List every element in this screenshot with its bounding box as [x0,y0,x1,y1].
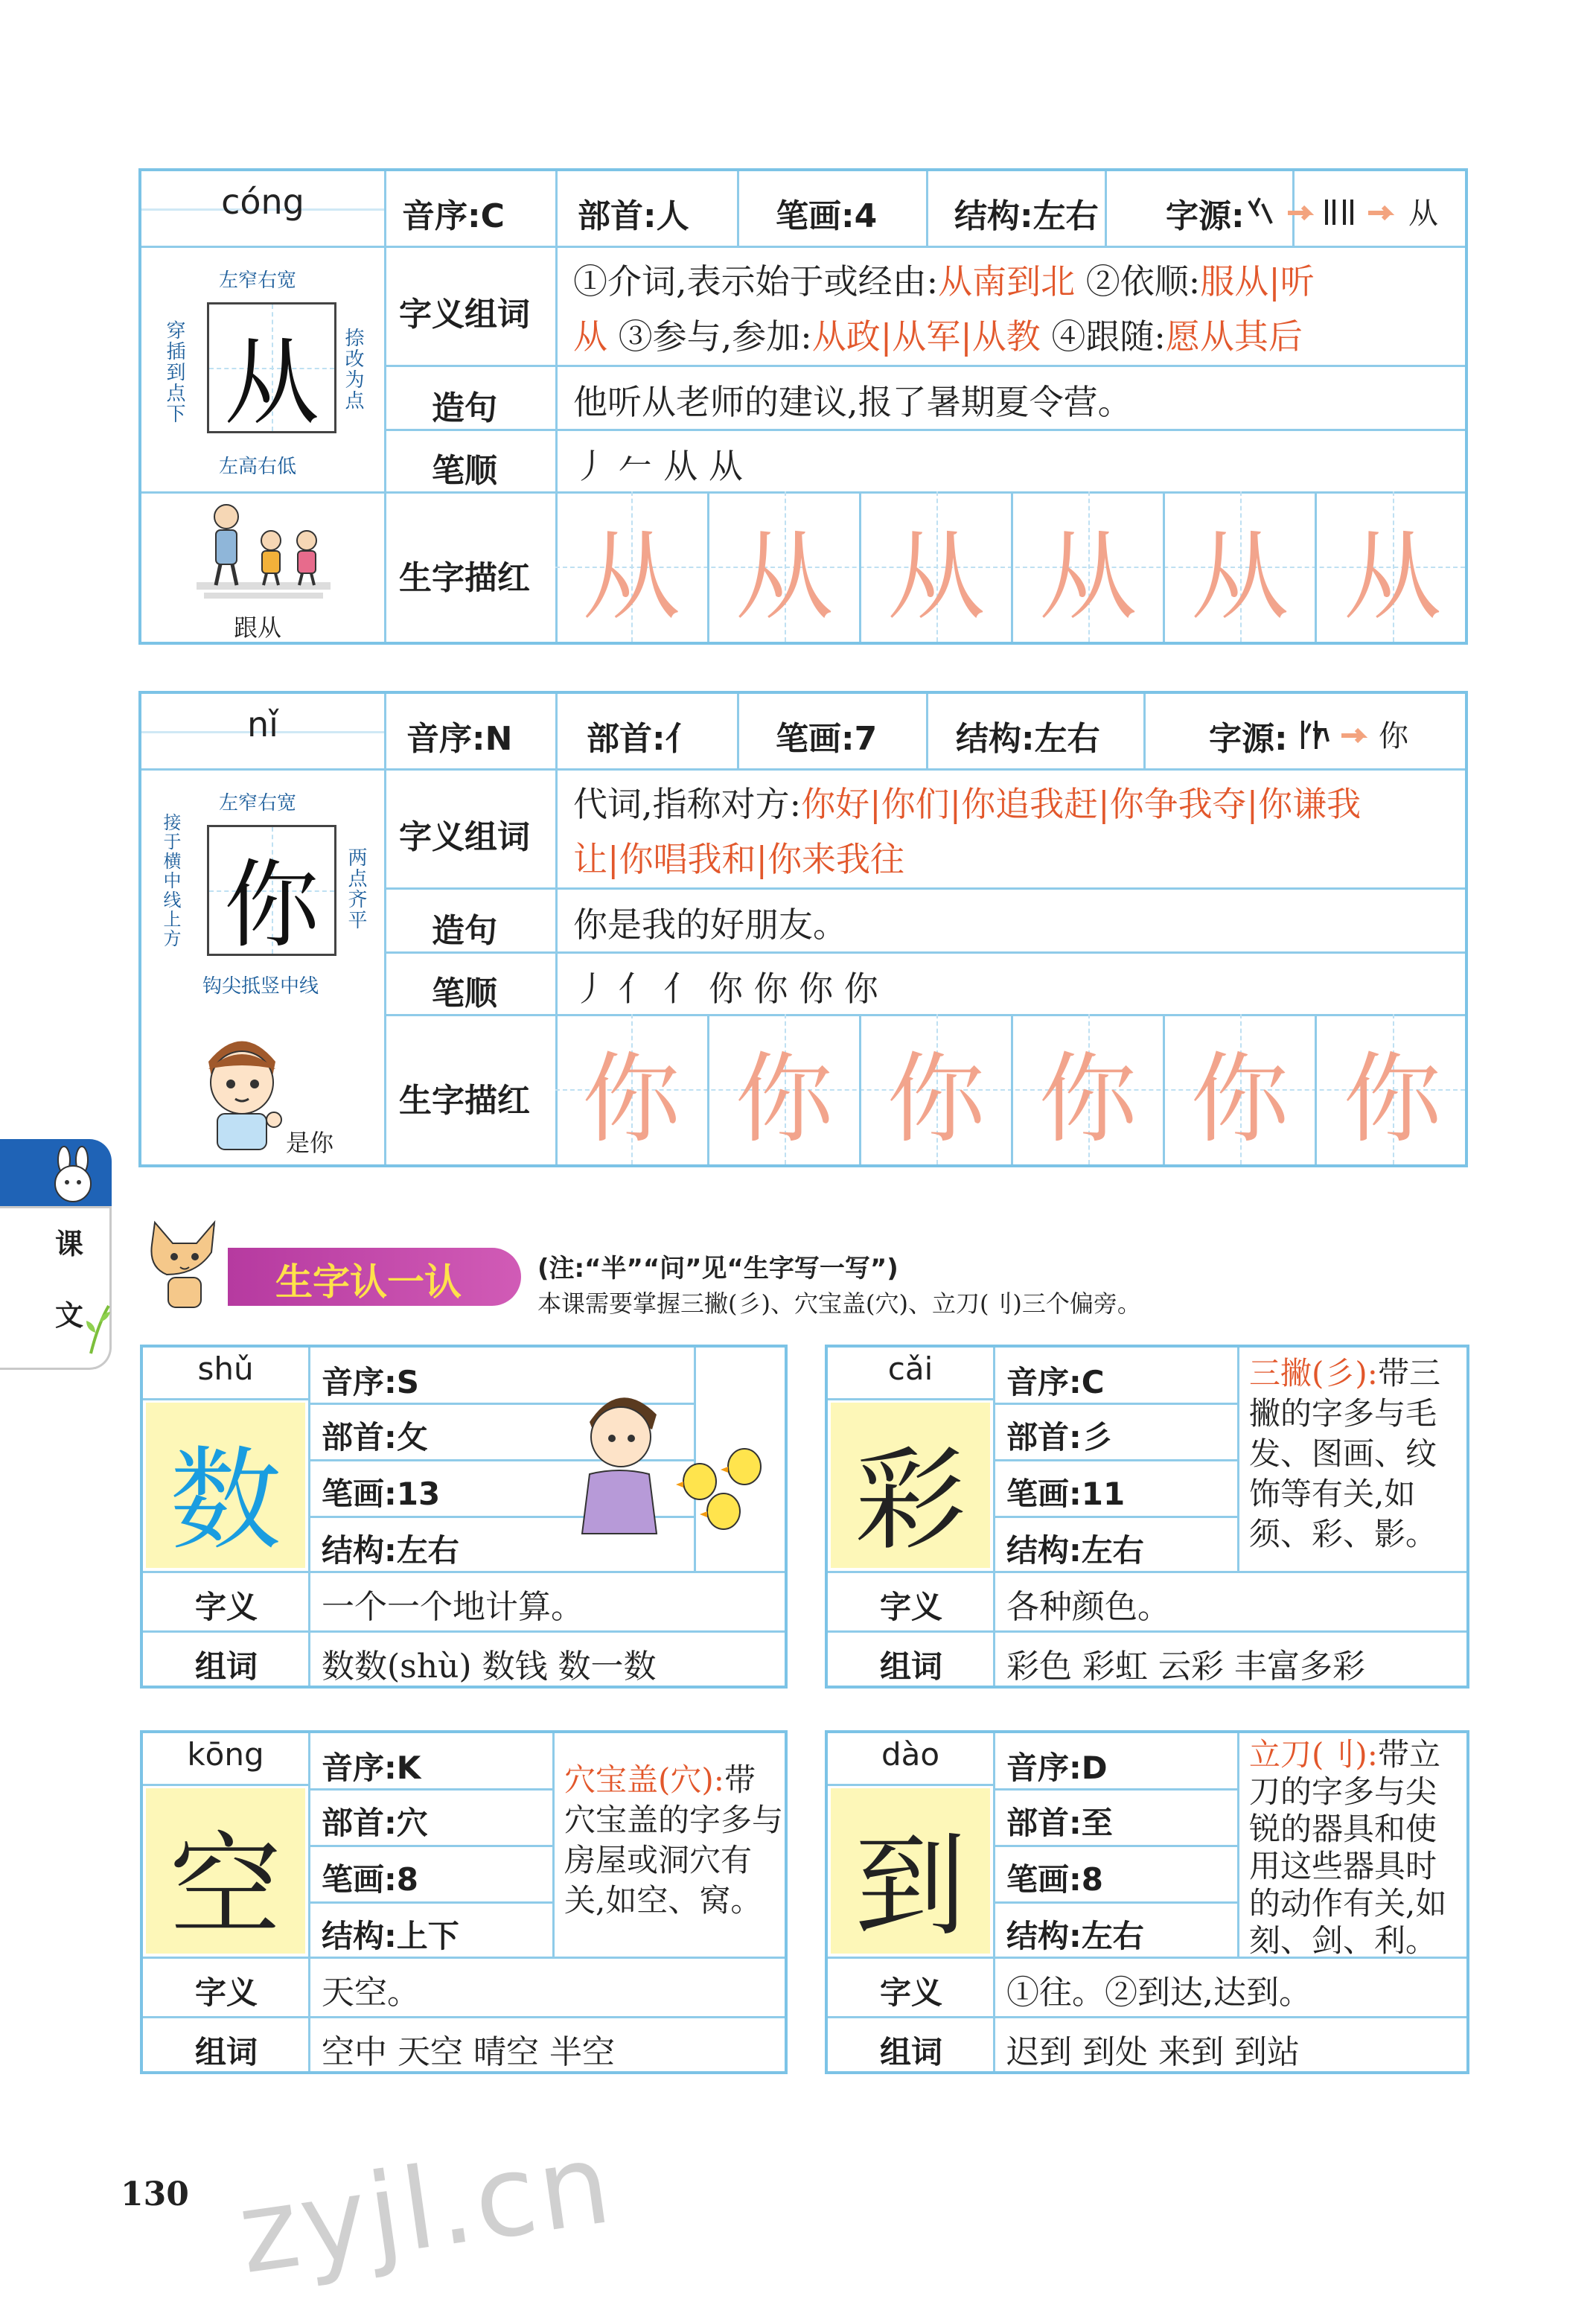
ziyi: 天空。 [322,1974,420,2012]
bushou: 部首:亻 [587,720,698,758]
bushou: 部首:至 [1006,1805,1113,1841]
pinyin: dào [881,1736,940,1773]
sentence: 你是我的好朋友。 [573,905,847,945]
label-sentence: 造句 [432,389,497,427]
small-card-cai [825,1345,1469,1689]
label-trace: 生字描红 [399,559,530,597]
ziyi: ①往。②到达,达到。 [1006,1974,1312,2012]
svg-text:从: 从 [1408,197,1438,231]
main-char: 数 [169,1436,281,1566]
char-highlight [831,1788,990,1954]
side-tab [0,1139,119,1370]
page-number: 130 [121,2175,189,2213]
trace-char: 从 [582,520,680,634]
card-cong [138,168,1468,645]
sentence: 他听从老师的建议,报了暑期夏令营。 [573,382,1132,422]
stroke-order: 丿 亻 亻 你 你 你 你 [573,969,878,1009]
tip-top: 左窄右宽 [219,270,297,292]
small-card-dao [825,1730,1469,2074]
main-char: 彩 [854,1436,966,1566]
pinyin: cóng [221,182,304,222]
char-box [207,302,336,439]
picture-caption: 跟从 [234,613,282,642]
label-meaning: 字义组词 [399,818,530,856]
meaning-line-2: 让|你唱我和|你来我往 [573,839,904,879]
radical-note: 立刀(刂):带立刀的字多与尖锐的器具和使用这些器具时的动作有关,如刻、剑、利。 [1249,1736,1447,1959]
bushou: 部首:穴 [322,1805,428,1841]
trace-row [555,1014,1465,1164]
trace-char: 从 [1190,520,1289,634]
svg-text:你: 你 [1379,719,1408,753]
tip-right: 两点齐平 [345,847,367,931]
zuci-label: 组词 [880,2034,943,2070]
zuci: 彩色 彩虹 云彩 丰富多彩 [1006,1648,1365,1686]
section-title: 生字认一认 [275,1260,462,1304]
bihua: 笔画:7 [776,720,878,758]
trace-char: 从 [1343,520,1442,634]
section-note-2: 本课需要掌握三撇(彡)、穴宝盖(穴)、立刀(刂)三个偏旁。 [537,1289,1141,1318]
ziyi: 各种颜色。 [1006,1588,1170,1626]
ziyuan-evolution-icon [1295,716,1444,753]
stroke-order: 丿 𠂉 从 从 [573,446,743,486]
meaning-line-2: 从 ③参与,参加:从政|从军|从教 ④跟随:愿从其后 [573,316,1303,357]
jiegou: 结构:左右 [322,1532,459,1569]
trace-char: 从 [1038,520,1137,634]
bihua: 笔画:11 [1006,1476,1126,1512]
watermark: zyjl.cn [231,2118,621,2299]
char-highlight [146,1788,305,1954]
yinxu: 音序:D [1006,1750,1108,1786]
radical-note: 三撇(彡):带三撇的字多与毛发、图画、纹饰等有关,如须、彩、影。 [1249,1355,1440,1552]
tip-right: 捺改为点 [342,328,364,411]
boy-with-chicks-illustration [567,1370,783,1563]
pinyin: cǎi [887,1351,933,1387]
zuci-label: 组词 [880,1648,943,1685]
yinxu: 音序:K [322,1750,421,1786]
bushou: 部首:彡 [1006,1419,1113,1455]
label-meaning: 字义组词 [399,296,530,334]
ziyi-label: 字义 [880,1974,943,2011]
jiegou: 结构:左右 [1006,1918,1144,1954]
meaning-line-1: 代词,指称对方:你好|你们|你追我赶|你争我夺|你谦我 [573,784,1362,824]
picture-caption: 是你 [286,1129,334,1157]
meaning-line-1: ①介词,表示始于或经由:从南到北 ②依顺:服从|听 [573,261,1315,302]
yinxu: 音序:S [322,1364,420,1400]
boy-pointing-illustration [186,1024,298,1151]
ziyuan-evolution-icon [1243,194,1459,231]
trace-char: 从 [887,520,986,634]
card-ni [138,691,1468,1167]
tip-left: 穿插到点下 [163,320,185,424]
trace-char: 从 [735,520,834,634]
bihua: 笔画:8 [1006,1861,1104,1898]
ziyi-label: 字义 [195,1974,258,2011]
yinxu: 音序:C [1006,1364,1105,1400]
bihua: 笔画:4 [776,197,878,235]
ziyi-label: 字义 [195,1589,258,1625]
label-sentence: 造句 [432,912,497,950]
zuci: 数数(shù) 数钱 数一数 [322,1648,657,1686]
label-strokes: 笔顺 [432,975,497,1013]
bunny-icon [43,1145,103,1205]
bihua: 笔画:8 [322,1861,419,1898]
tip-bottom: 左高右低 [219,456,297,478]
zuci: 空中 天空 晴空 半空 [322,2033,615,2071]
ziyuan-label: 字源: [1209,720,1288,758]
radical-note: 穴宝盖(穴):带穴宝盖的字多与房屋或洞穴有关,如空、窝。 [564,1761,784,1919]
pinyin: kōng [187,1736,264,1773]
char-highlight [146,1403,305,1568]
trace-char: 你 [735,1042,834,1157]
jiegou: 结构:左右 [1006,1532,1144,1569]
char-box [207,825,336,961]
bushou: 部首:人 [578,197,689,235]
ziyi-label: 字义 [880,1589,943,1625]
zuci: 迟到 到处 来到 到站 [1006,2033,1300,2071]
tip-bottom: 钩尖抵竖中线 [202,975,319,998]
side-tab-char-1: 课 [55,1228,84,1260]
trace-char: 你 [887,1042,986,1157]
following-people-illustration [189,499,338,610]
trace-char: 你 [1038,1042,1137,1157]
label-strokes: 笔顺 [432,452,497,490]
zuci-label: 组词 [195,2034,258,2070]
cat-mascot-icon [140,1211,229,1315]
pinyin: shǔ [197,1351,254,1387]
jiegou: 结构:上下 [322,1918,459,1954]
yinxu: 音序:N [406,720,513,758]
tip-left: 接于横中线上方 [160,813,181,948]
main-char: 从 [223,328,319,439]
pinyin: nǐ [247,704,278,744]
ziyi: 一个一个地计算。 [322,1588,584,1626]
trace-char: 你 [582,1042,680,1157]
yinxu: 音序:C [402,197,505,235]
label-trace: 生字描红 [399,1082,530,1120]
section-note-1: (注:“半”“问”见“生字写一写”) [537,1254,898,1284]
main-char: 你 [223,850,319,961]
trace-row [555,491,1465,642]
bushou: 部首:攵 [322,1419,428,1455]
main-char: 到 [854,1822,966,1951]
tip-top: 左窄右宽 [219,792,297,814]
small-card-shu [140,1345,788,1689]
leaf-icon [83,1303,113,1355]
jiegou: 结构:左右 [954,197,1099,235]
side-tab-char-2: 文 [55,1299,84,1332]
char-highlight [831,1403,990,1568]
ziyuan-label: 字源: [1166,197,1245,235]
zuci-label: 组词 [195,1648,258,1685]
trace-char: 你 [1343,1042,1442,1157]
jiegou: 结构:左右 [956,720,1100,758]
main-char: 空 [169,1822,281,1951]
bihua: 笔画:13 [322,1476,441,1512]
small-card-kong [140,1730,788,2074]
trace-char: 你 [1190,1042,1289,1157]
